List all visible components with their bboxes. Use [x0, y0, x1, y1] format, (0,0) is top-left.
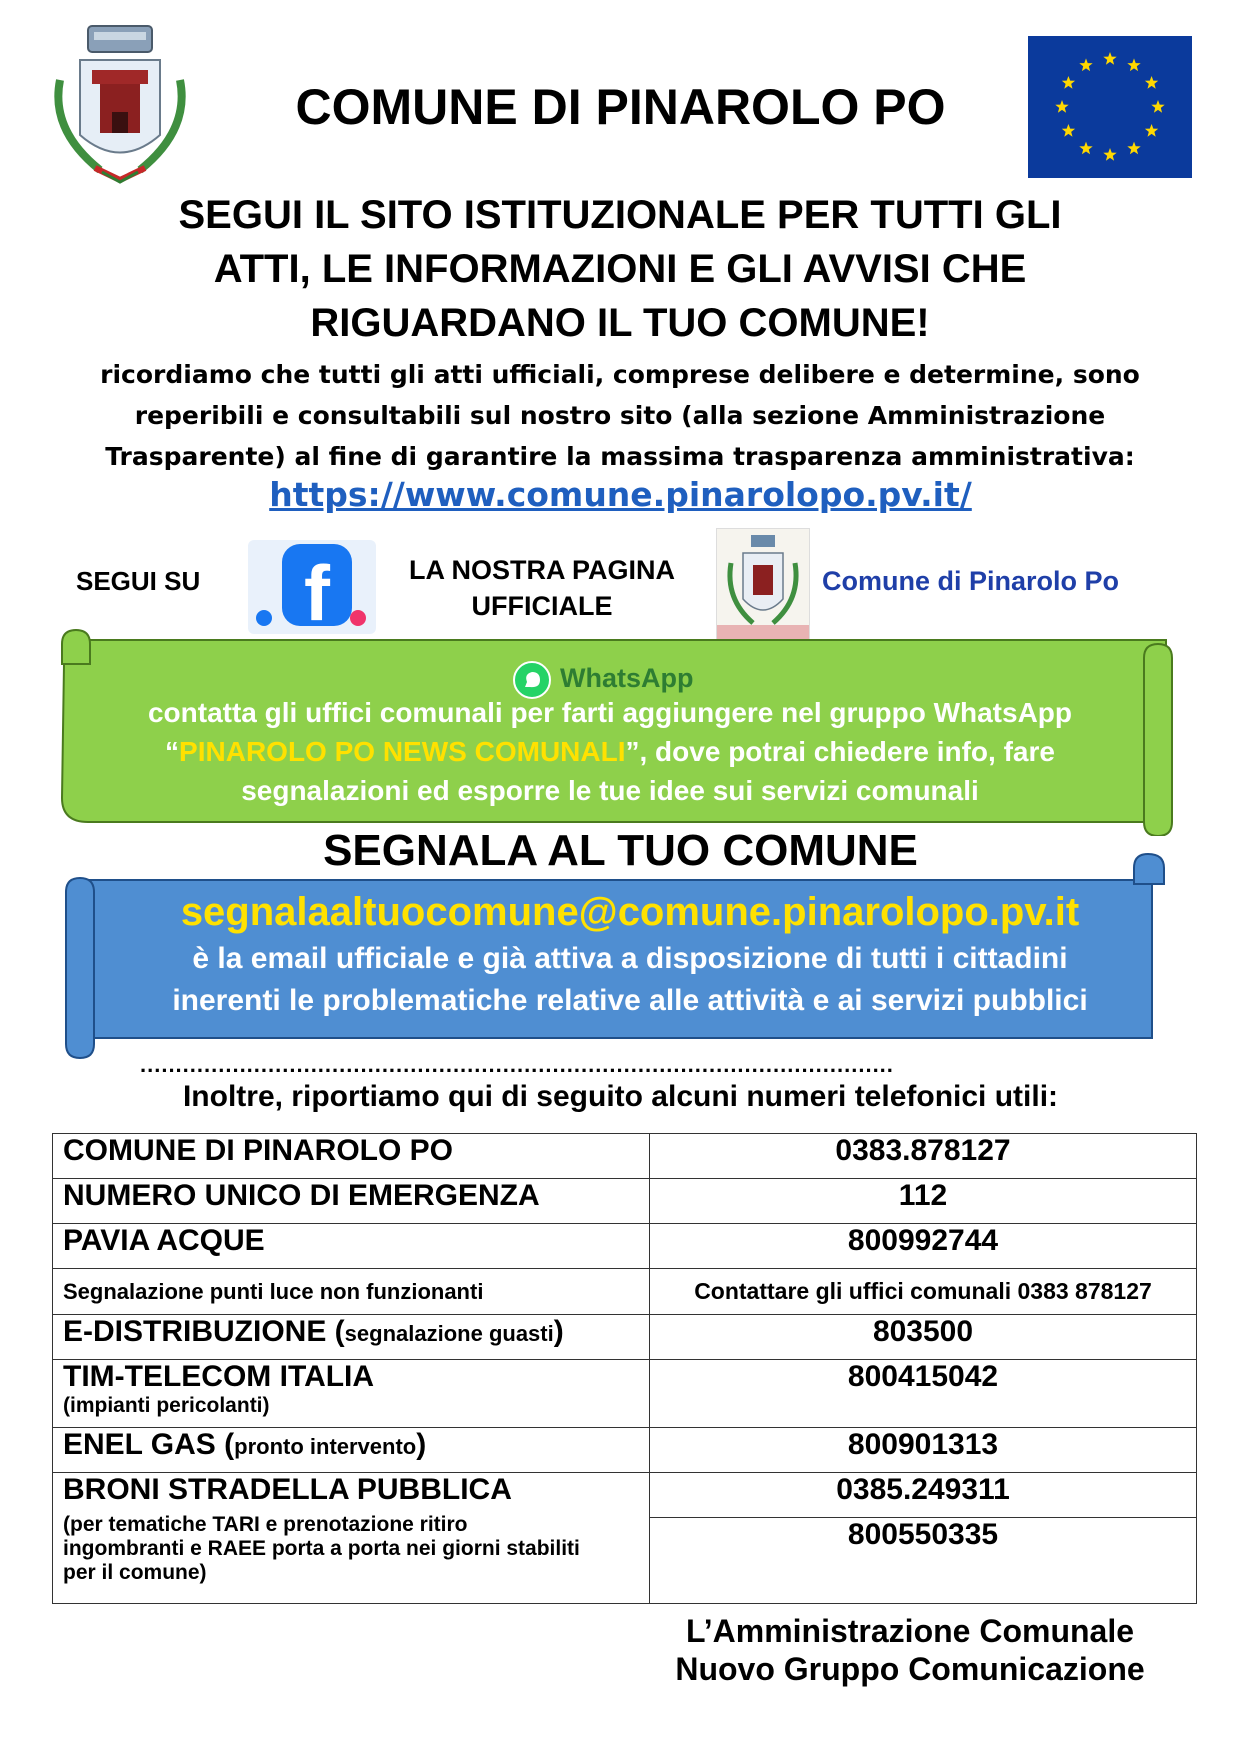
official-page-line: UFFICIALE — [471, 591, 613, 621]
headline-line: RIGUARDANO IL TUO COMUNE! — [310, 301, 930, 345]
segui-su-label: SEGUI SU — [76, 566, 201, 596]
phone-name: Segnalazione punti luce non funzionanti — [53, 1269, 650, 1315]
phone-number: 800550335 — [650, 1518, 1197, 1604]
phone-name-end: ) — [416, 1428, 427, 1461]
whatsapp-line: contatta gli uffici comunali per farti aggiungere nel gruppo WhatsApp — [147, 697, 1073, 728]
intro-line: Trasparente) al fine di garantire la massima trasparenza amministrativa: — [105, 442, 1135, 471]
phone-number: 800901313 — [650, 1428, 1197, 1473]
footer-signature — [640, 1612, 1180, 1688]
intro-text — [60, 354, 1180, 477]
phone-name — [53, 1315, 650, 1360]
table-row — [53, 1315, 1197, 1360]
table-row — [53, 1134, 1197, 1179]
svg-text:f: f — [304, 549, 330, 634]
phone-name-main: BRONI STRADELLA PUBBLICA — [63, 1473, 512, 1506]
whatsapp-line: segnalazioni ed esporre le tue idee sui servizi comunali — [241, 775, 979, 806]
whatsapp-text — [80, 693, 1140, 810]
phone-name — [53, 1473, 650, 1604]
official-page-line: LA NOSTRA PAGINA — [409, 555, 675, 585]
phone-name-sub: (per tematiche TARI e prenotazione ritiro ingombranti e RAEE porta a porta nei giorni stabiliti per il comune) — [63, 1513, 580, 1584]
page-title: COMUNE DI PINAROLO PO — [295, 79, 946, 135]
whatsapp-label: WhatsApp — [560, 663, 694, 693]
phone-number: Contattare gli uffici comunali 0383 878127 — [650, 1269, 1197, 1315]
phone-name-main: TIM-TELECOM ITALIA — [63, 1360, 375, 1393]
phone-number: 0385.249311 — [650, 1473, 1197, 1518]
intro-line: reperibili e consultabili sul nostro sito (alla sezione Amministrazione — [134, 401, 1106, 430]
phone-number: 803500 — [650, 1315, 1197, 1360]
page-avatar[interactable] — [716, 528, 810, 640]
table-row — [53, 1473, 1197, 1518]
table-row — [53, 1360, 1197, 1428]
phones-intro: Inoltre, riportiamo qui di seguito alcuni numeri telefonici utili: — [182, 1080, 1059, 1113]
facebook-icon[interactable] — [248, 540, 376, 634]
dotted-separator: .......................................................................................................... — [140, 1052, 894, 1077]
headline-line: ATTI, LE INFORMAZIONI E GLI AVVISI CHE — [213, 247, 1027, 291]
whatsapp-line — [80, 732, 1140, 771]
phone-name-end: ) — [553, 1315, 564, 1348]
table-row — [53, 1269, 1197, 1315]
headline — [60, 188, 1180, 350]
phone-number: 800415042 — [650, 1360, 1197, 1428]
email-description-line: inerenti le problematiche relative alle attività e ai servizi pubblici — [172, 984, 1088, 1017]
phone-table — [52, 1133, 1197, 1604]
phone-name: COMUNE DI PINAROLO PO — [53, 1134, 650, 1179]
phone-number: 0383.878127 — [650, 1134, 1197, 1179]
footer-line: Nuovo Gruppo Comunicazione — [675, 1651, 1145, 1687]
phone-name: PAVIA ACQUE — [53, 1224, 650, 1269]
quote-open: “ — [165, 736, 180, 767]
intro-line: ricordiamo che tutti gli atti ufficiali, comprese delibere e determine, sono — [100, 360, 1140, 389]
phone-name-note: segnalazione guasti — [344, 1321, 554, 1346]
phone-number: 800992744 — [650, 1224, 1197, 1269]
phone-name: NUMERO UNICO DI EMERGENZA — [53, 1179, 650, 1224]
phone-name-main: ENEL GAS ( — [63, 1428, 235, 1461]
phone-name-note: pronto intervento — [234, 1434, 417, 1459]
whatsapp-line-rest: ”, dove potrai chiedere info, fare — [625, 736, 1055, 767]
email-description — [80, 938, 1180, 1022]
table-row — [53, 1179, 1197, 1224]
phone-number: 112 — [650, 1179, 1197, 1224]
table-row — [53, 1428, 1197, 1473]
segnala-heading: SEGNALA AL TUO COMUNE — [323, 826, 918, 875]
official-page-label — [392, 552, 692, 624]
table-row — [53, 1224, 1197, 1269]
facebook-page-name[interactable]: Comune di Pinarolo Po — [822, 566, 1120, 596]
headline-line: SEGUI IL SITO ISTITUZIONALE PER TUTTI GLI — [178, 193, 1062, 237]
phone-name-sub: (impianti pericolanti) — [63, 1394, 270, 1417]
email-address[interactable]: segnalaaltuocomune@comune.pinarolopo.pv.it — [180, 890, 1080, 934]
email-description-line: è la email ufficiale e già attiva a disposizione di tutti i cittadini — [192, 942, 1068, 975]
phone-name-main: E-DISTRIBUZIONE ( — [63, 1315, 345, 1348]
whatsapp-group-name: PINAROLO PO NEWS COMUNALI — [179, 736, 626, 767]
website-link[interactable]: https://www.comune.pinarolopo.pv.it/ — [269, 475, 972, 514]
phone-name — [53, 1428, 650, 1473]
footer-line: L’Amministrazione Comunale — [685, 1613, 1135, 1649]
phone-name — [53, 1360, 650, 1428]
